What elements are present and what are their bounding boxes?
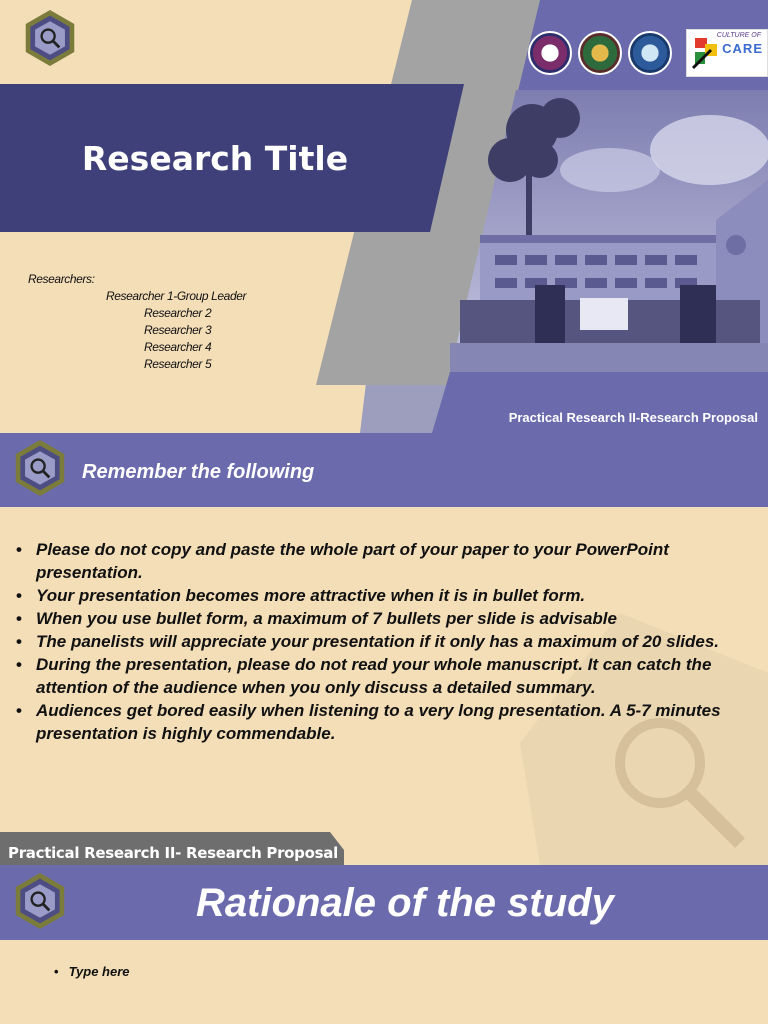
list-item: • During the presentation, please do not read your whole manuscript. It can catch the attention of the audience when you only discuss a detailed summary.: [16, 655, 712, 697]
researchers-label: Researchers:: [28, 272, 95, 286]
researcher-item: Researcher 4: [144, 340, 212, 354]
list-item-text: The panelists will appreciate your presentation if it only has a maximum of 20 slides.: [36, 632, 720, 651]
list-item: • The panelists will appreciate your presentation if it only has a maximum of 20 slides.: [16, 632, 720, 651]
list-item: • Please do not copy and paste the whole part of your paper to your PowerPoint presentation.: [16, 540, 669, 582]
list-item-text: Audiences get bored easily when listening to a very long presentation. A 5-7 minutes presentation is highly commendable.: [36, 701, 721, 743]
slide2-title: Remember the following: [82, 461, 315, 483]
researcher-item: Researcher 2: [144, 306, 212, 320]
magnifier-hex-icon: [22, 10, 78, 66]
researcher-item: Researcher 3: [144, 323, 212, 337]
campus-photo: [440, 90, 768, 372]
list-item-text: Your presentation becomes more attractive when it is in bullet form.: [36, 586, 586, 605]
slide1-footer: Practical Research II-Research Proposal: [508, 410, 758, 425]
footer-tab-label: Practical Research II- Research Proposal: [8, 844, 338, 862]
seal-icon: [578, 31, 622, 75]
magnifier-hex-icon: [12, 873, 68, 929]
list-item-text: During the presentation, please do not read your whole manuscript. It can catch the attention of the audience when you only discuss a detailed summary.: [36, 655, 712, 697]
puzzle-icon: [691, 34, 721, 74]
list-item: • Type here: [54, 964, 130, 979]
remember-slide: [0, 433, 768, 865]
title-slide: [0, 0, 768, 433]
list-item-text: Type here: [68, 964, 130, 979]
rationale-slide: [0, 865, 768, 1024]
researcher-item: Researcher 1-Group Leader: [106, 289, 247, 303]
list-item-text: Please do not copy and paste the whole part of your paper to your PowerPoint presentation.: [36, 540, 669, 582]
magnifier-hex-icon: [12, 440, 68, 496]
research-title: Research Title: [81, 138, 349, 178]
institution-logos: [528, 28, 768, 78]
care-logo-word: CARE: [722, 41, 763, 56]
list-item: • When you use bullet form, a maximum of 7 bullets per slide is advisable: [16, 609, 617, 628]
rationale-list: [54, 964, 130, 979]
guidelines-list: [16, 538, 746, 745]
list-item-text: When you use bullet form, a maximum of 7 bullets per slide is advisable: [36, 609, 617, 628]
slide3-title: Rationale of the study: [196, 881, 614, 925]
care-logo-tagline: CULTURE OF: [716, 32, 761, 39]
culture-of-care-logo: [686, 29, 768, 77]
seal-icon: [628, 31, 672, 75]
seal-icon: [528, 31, 572, 75]
researcher-item: Researcher 5: [144, 357, 212, 371]
researchers-list: [28, 272, 246, 373]
list-item: • Audiences get bored easily when listening to a very long presentation. A 5-7 minutes presentation is highly commendable.: [16, 701, 721, 743]
list-item: • Your presentation becomes more attractive when it is in bullet form.: [16, 586, 586, 605]
